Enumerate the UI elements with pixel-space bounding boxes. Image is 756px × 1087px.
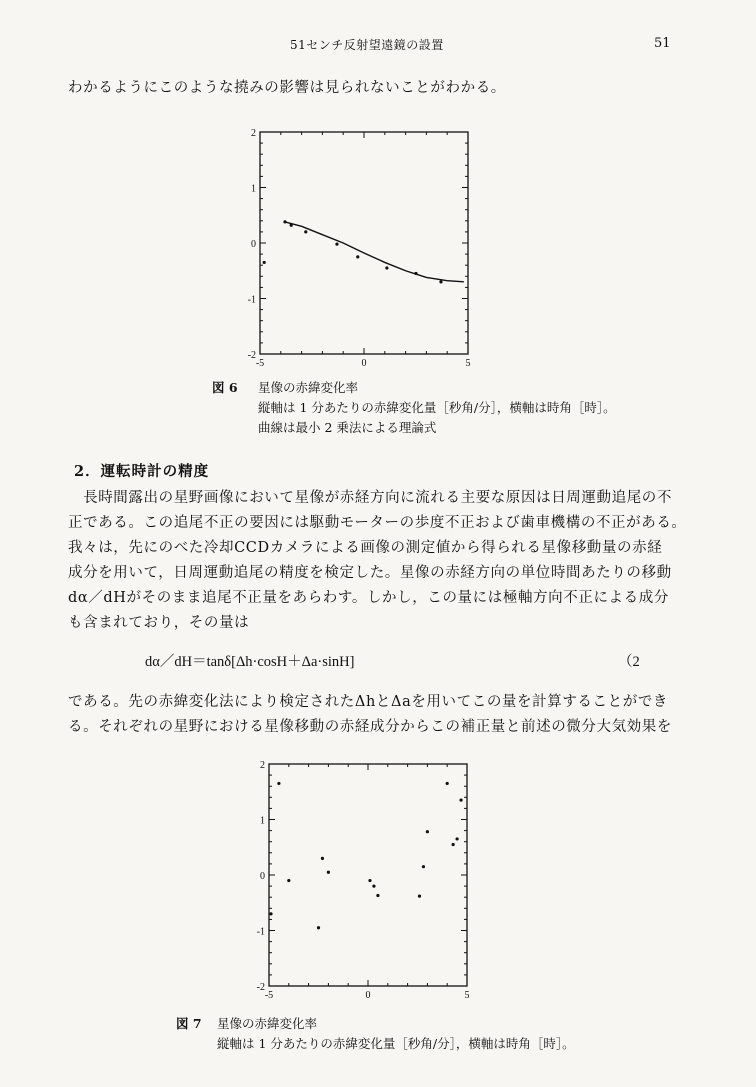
y-tick-label: -2 xyxy=(247,350,256,361)
data-point xyxy=(368,879,371,882)
figure7-caption-line1: 縦軸は 1 分あたりの赤緯変化量［秒角/分］，横軸は時角［時］。 xyxy=(217,1036,575,1051)
data-point xyxy=(327,871,330,874)
paragraph1-line: dα／dHがそのまま追尾不正量をあらわす。しかし，この量には極軸方向不正による成分 xyxy=(68,590,669,606)
data-point xyxy=(335,243,338,246)
paragraph2-line: る。それぞれの星野における星像移動の赤経成分からこの補正量と前述の微分大気効果を xyxy=(68,719,672,735)
figure7-label: 図 7 xyxy=(176,1016,202,1031)
data-point xyxy=(376,894,379,897)
paragraph1-line: も含まれており，その量は xyxy=(68,615,250,631)
y-tick-label: 0 xyxy=(260,871,265,882)
plot-frame xyxy=(269,764,467,986)
intro-line: わかるようにこのような撓みの影響は見られないことがわかる。 xyxy=(68,80,506,96)
data-point xyxy=(459,798,462,801)
data-point xyxy=(263,261,266,264)
y-tick-label: 1 xyxy=(251,183,256,195)
data-point xyxy=(269,912,272,915)
data-point xyxy=(446,782,449,785)
equation: dα／dH＝tanδ[Δh·cosH＋Δa·sinH] xyxy=(145,654,355,670)
paragraph1-line: 我々は，先にのべた冷却CCDカメラによる画像の測定値から得られる星像移動量の赤経 xyxy=(68,540,663,556)
data-point xyxy=(304,230,307,233)
plot-frame xyxy=(260,132,468,354)
fit-curve xyxy=(285,222,464,282)
data-point xyxy=(422,865,425,868)
figure6-title: 星像の赤緯変化率 xyxy=(258,380,359,395)
x-tick-label: -5 xyxy=(264,990,274,1001)
data-point xyxy=(372,885,375,888)
data-point xyxy=(385,266,388,269)
figure6-label: 図 6 xyxy=(212,380,238,395)
data-point xyxy=(290,224,293,227)
y-tick-label: -2 xyxy=(256,982,265,993)
data-point xyxy=(414,272,417,275)
equation-number: （2 xyxy=(618,654,640,670)
paragraph1-line: 正である。この追尾不正の要因には駆動モーターの歩度不正および歯車機構の不正がある。 xyxy=(68,515,687,531)
figure7-chart xyxy=(245,752,495,1012)
data-point xyxy=(452,843,455,846)
data-point xyxy=(418,894,421,897)
data-point xyxy=(356,255,359,258)
figure7-title: 星像の赤緯変化率 xyxy=(217,1016,318,1031)
data-point xyxy=(317,926,320,929)
figure6-chart xyxy=(240,120,490,370)
paragraph2-line: である。先の赤緯変化法により検定されたΔhとΔaを用いてこの量を計算することができ xyxy=(68,694,669,710)
data-point xyxy=(287,879,290,882)
x-tick-label: -5 xyxy=(255,358,265,369)
figure6-caption-line2: 曲線は最小 2 乗法による理論式 xyxy=(258,420,437,435)
data-point xyxy=(283,220,286,223)
y-tick-label: -1 xyxy=(256,926,265,938)
paragraph1-line: 成分を用いて，日周運動追尾の精度を検定した。星像の赤経方向の単位時間あたりの移動 xyxy=(68,565,672,581)
y-tick-label: 2 xyxy=(251,128,256,139)
y-tick-label: -1 xyxy=(247,294,256,306)
data-point xyxy=(321,857,324,860)
data-point xyxy=(426,830,429,833)
x-tick-label: 0 xyxy=(361,358,367,369)
page-number: 51 xyxy=(654,36,671,51)
data-point xyxy=(439,280,442,283)
x-tick-label: 5 xyxy=(465,358,471,369)
figure6-caption-line1: 縦軸は 1 分あたりの赤緯変化量［秒角/分］，横軸は時角［時］。 xyxy=(258,400,616,415)
y-tick-label: 2 xyxy=(260,760,265,771)
x-tick-label: 0 xyxy=(365,990,371,1001)
section-heading: 2．運転時計の精度 xyxy=(74,463,210,480)
y-tick-label: 0 xyxy=(251,239,256,250)
running-header-title: 51センチ反射望遠鏡の設置 xyxy=(290,38,444,52)
y-tick-label: 1 xyxy=(260,815,265,827)
data-point xyxy=(456,837,459,840)
x-tick-label: 5 xyxy=(464,990,470,1001)
paragraph1-line: 長時間露出の星野画像において星像が赤経方向に流れる主要な原因は日周運動追尾の不 xyxy=(68,490,672,506)
data-point xyxy=(277,782,280,785)
